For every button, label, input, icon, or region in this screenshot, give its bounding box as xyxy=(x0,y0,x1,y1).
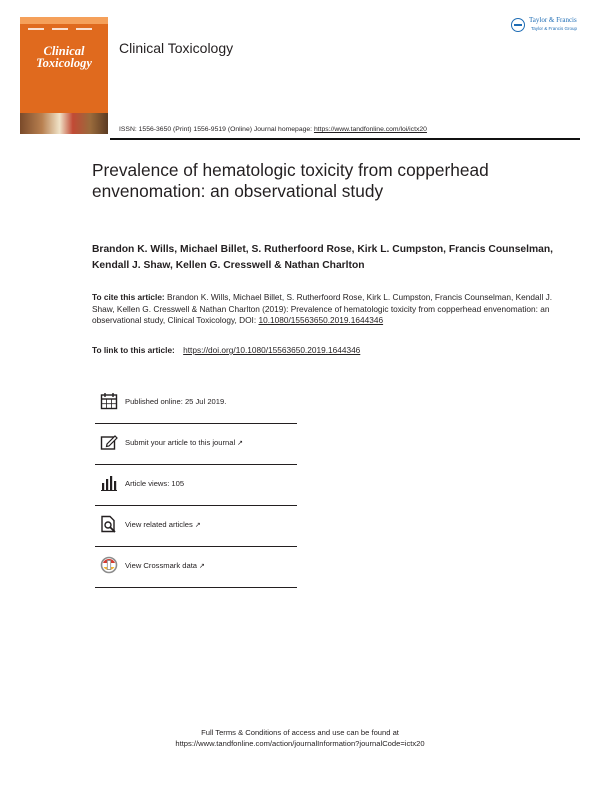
issn-line xyxy=(119,126,427,133)
cite-text: Brandon K. Wills, Michael Billet, S. Rutherfoord Rose, Kirk L. Cumpston, Francis Counselman, Kendall J. Shaw, Kellen G. Cresswell & Nathan Charlton (2019): Prevalence of hematologic toxicity from copperhead envenomation: an observational study, Clinical Toxicology, DOI: xyxy=(92,292,553,325)
submit-article-icon xyxy=(100,433,118,451)
issn-text: ISSN: 1556-3650 (Print) 1556-9519 (Online) Journal homepage: xyxy=(119,126,314,133)
external-link-icon: ↗ xyxy=(237,440,244,447)
published-online-row xyxy=(95,392,297,433)
related-articles-icon xyxy=(100,515,118,533)
bar-chart-icon xyxy=(100,474,118,492)
crossmark-row[interactable] xyxy=(95,556,297,597)
journal-homepage-link[interactable]: https://www.tandfonline.com/loi/ictx20 xyxy=(313,126,427,133)
row-divider xyxy=(95,464,297,465)
article-views-text: Article views: 105 xyxy=(125,479,185,488)
article-doi-link[interactable]: https://doi.org/10.1080/15563650.2019.1644346 xyxy=(183,345,361,355)
row-divider xyxy=(95,546,297,547)
link-label: To link to this article: xyxy=(92,345,175,355)
calendar-icon xyxy=(100,392,118,410)
crossmark-icon xyxy=(100,556,118,574)
journal-name: Clinical Toxicology xyxy=(119,40,234,56)
footer-terms-link[interactable]: https://www.tandfonline.com/action/journalInformation?journalCode=ictx20 xyxy=(175,739,425,748)
submit-article-row[interactable] xyxy=(95,433,297,474)
citation-block xyxy=(92,292,562,327)
publisher-logo-subtitle: Taylor & Francis Group xyxy=(531,26,578,31)
external-link-icon: ↗ xyxy=(194,522,201,529)
cite-doi-link[interactable]: 10.1080/15563650.2019.1644346 xyxy=(258,315,384,325)
submit-article-link[interactable]: Submit your article to this journal xyxy=(125,438,236,447)
row-divider xyxy=(95,423,297,424)
journal-cover xyxy=(20,17,108,134)
related-articles-row[interactable] xyxy=(95,515,297,556)
publisher-logo-name: Taylor & Francis xyxy=(529,16,577,24)
related-articles-link[interactable]: View related articles xyxy=(125,520,193,529)
row-divider xyxy=(95,505,297,506)
publisher-logo-icon xyxy=(511,18,525,32)
published-online-text: Published online: 25 Jul 2019. xyxy=(125,397,227,406)
cite-label: To cite this article: xyxy=(92,292,165,302)
cover-title-line1: Clinical xyxy=(43,44,85,58)
footer xyxy=(0,727,600,749)
cover-top-band xyxy=(20,17,108,24)
publisher-logo xyxy=(511,16,586,36)
article-title: Prevalence of hematologic toxicity from copperhead envenomation: an observational study xyxy=(92,160,489,201)
author-list: Brandon K. Wills, Michael Billet, S. Rutherfoord Rose, Kirk L. Cumpston, Francis Counselman, Kendall J. Shaw, Kellen G. Cresswell & Nathan Charlton xyxy=(92,244,554,271)
cover-photo xyxy=(20,113,108,134)
footer-terms-text: Full Terms & Conditions of access and use can be found at xyxy=(201,728,399,737)
article-link-line xyxy=(92,345,562,357)
external-link-icon: ↗ xyxy=(199,563,205,570)
article-views-row xyxy=(95,474,297,515)
crossmark-link[interactable]: View Crossmark data xyxy=(125,561,198,570)
cover-title-line2: Toxicology xyxy=(36,56,92,70)
row-divider xyxy=(95,587,297,588)
header-divider xyxy=(110,138,580,140)
